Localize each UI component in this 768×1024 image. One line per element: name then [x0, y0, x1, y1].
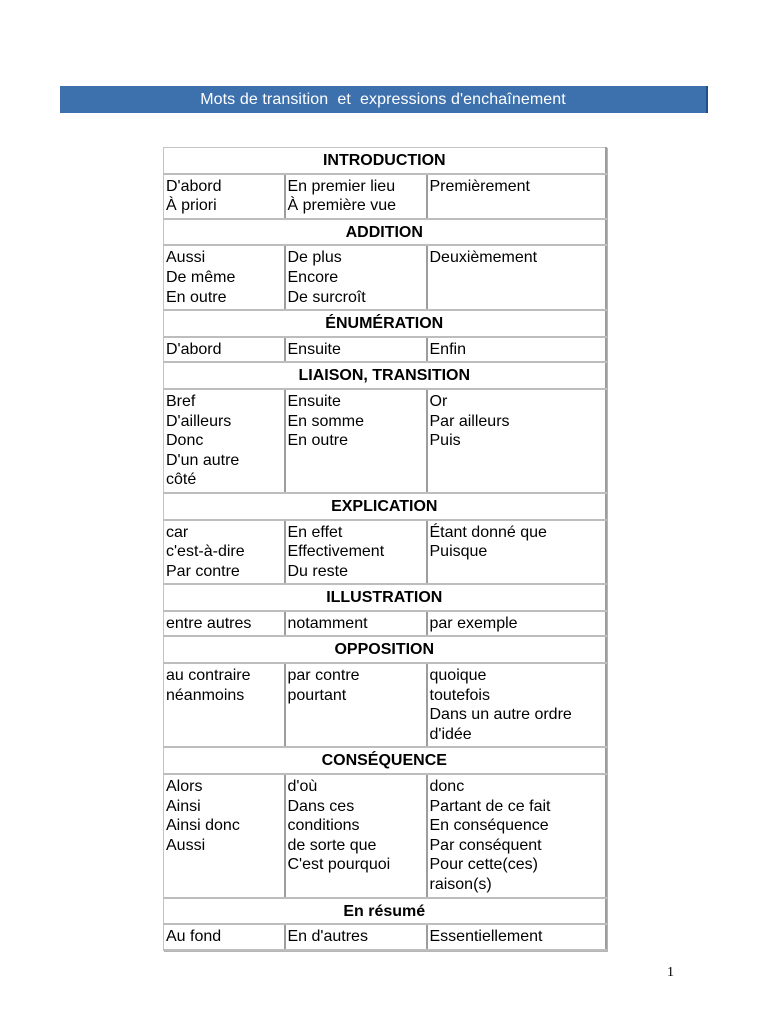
section-cell: [427, 245, 606, 310]
expression-text: Ensuite: [287, 392, 341, 410]
expression-text: Essentiellement: [429, 928, 543, 946]
table-body: [164, 148, 606, 950]
section-cell: [164, 663, 285, 747]
expression-text: Alors: [166, 778, 203, 796]
expression-text: Donc: [166, 432, 204, 450]
section-heading-row: [164, 898, 606, 925]
expression-text: par exemple: [429, 614, 518, 632]
page-title: Mots de transition et expressions d'enchaînement: [200, 90, 566, 108]
section-cell: [285, 337, 427, 363]
section-cell: [164, 774, 285, 898]
section-cell: [285, 520, 427, 585]
section-heading-row: [164, 747, 606, 774]
expression-text: Partant de ce fait: [429, 797, 551, 815]
expression-text: De surcroît: [287, 288, 366, 306]
expression-text: En outre: [287, 432, 348, 450]
section-cell: [164, 245, 285, 310]
expression-text: En effet: [287, 523, 343, 541]
section-cell: [427, 924, 606, 950]
expression-text: raison(s): [429, 876, 492, 893]
section-cell: [285, 611, 427, 637]
section-cell: [164, 520, 285, 585]
expression-text: côté: [166, 471, 197, 489]
section-content-row: [164, 174, 606, 219]
expression-text: Ainsi donc: [166, 817, 240, 835]
expression-text: néanmoins: [166, 686, 245, 704]
section-cell: [164, 611, 285, 637]
section-cell: [427, 520, 606, 585]
section-cell: [427, 174, 606, 219]
expression-text: Puisque: [429, 543, 488, 561]
section-cell: [164, 924, 285, 950]
expression-text: En d'autres: [287, 928, 368, 946]
transition-words-table: [163, 147, 607, 951]
expression-text: entre autres: [166, 614, 252, 632]
expression-text: Du reste: [287, 562, 348, 580]
expression-text: Ainsi: [166, 797, 201, 815]
section-cell: [285, 663, 427, 747]
section-cell: [164, 389, 285, 493]
expression-text: Effectivement: [287, 543, 385, 561]
section-heading: ILLUSTRATION: [164, 584, 606, 611]
section-heading-row: [164, 493, 606, 520]
section-content-row: [164, 924, 606, 950]
expression-text: car: [166, 523, 189, 541]
section-cell: [285, 774, 427, 898]
expression-text: au contraire: [166, 667, 251, 685]
expression-text: À première vue: [287, 197, 396, 215]
expression-text: Au fond: [166, 928, 222, 946]
expression-text: conditions: [287, 817, 360, 835]
page-number: 1: [667, 965, 674, 980]
section-heading: LIAISON, TRANSITION: [164, 362, 606, 389]
expression-text: notamment: [287, 614, 368, 632]
expression-text: d'idée: [429, 725, 472, 743]
expression-text: Aussi: [166, 249, 206, 267]
section-content-row: [164, 245, 606, 310]
expression-text: D'abord: [166, 177, 222, 195]
section-heading-row: [164, 362, 606, 389]
expression-text: de sorte que: [287, 836, 377, 854]
expression-text: Deuxièmement: [429, 249, 538, 267]
expression-text: c'est-à-dire: [166, 543, 245, 561]
section-cell: [427, 337, 606, 363]
expression-text: En conséquence: [429, 817, 549, 835]
section-cell: [427, 611, 606, 637]
expression-text: donc: [429, 778, 465, 796]
section-heading: INTRODUCTION: [164, 148, 606, 174]
section-cell: [427, 663, 606, 747]
transition-words-table-container: [163, 147, 605, 951]
expression-text: Étant donné que: [429, 523, 547, 541]
section-heading: EXPLICATION: [164, 493, 606, 520]
section-content-row: [164, 774, 606, 898]
expression-text: D'abord: [166, 340, 222, 358]
expression-text: Pour cette(ces): [429, 856, 538, 874]
expression-text: Aussi: [166, 836, 206, 854]
expression-text: Par conséquent: [429, 836, 542, 854]
section-content-row: [164, 520, 606, 585]
expression-text: Par contre: [166, 562, 240, 580]
section-cell: [427, 389, 606, 493]
section-heading: ÉNUMÉRATION: [164, 310, 606, 337]
section-cell: [164, 174, 285, 219]
section-cell: [285, 174, 427, 219]
expression-text: De même: [166, 268, 236, 286]
expression-text: Encore: [287, 268, 339, 286]
section-cell: [427, 774, 606, 898]
section-heading-row: [164, 584, 606, 611]
title-banner: [60, 86, 708, 113]
expression-text: À priori: [166, 197, 217, 215]
section-cell: [285, 924, 427, 950]
section-content-row: [164, 663, 606, 747]
section-content-row: [164, 337, 606, 363]
section-cell: [285, 245, 427, 310]
expression-text: En premier lieu: [287, 177, 396, 195]
expression-text: En somme: [287, 412, 364, 430]
section-heading-row: [164, 636, 606, 663]
section-heading-row: [164, 148, 606, 174]
section-heading-row: [164, 219, 606, 246]
expression-text: C'est pourquoi: [287, 856, 391, 874]
expression-text: Dans ces: [287, 797, 355, 815]
section-heading: ADDITION: [164, 219, 606, 246]
expression-text: D'ailleurs: [166, 412, 232, 430]
expression-text: D'un autre: [166, 451, 240, 469]
section-content-row: [164, 389, 606, 493]
expression-text: toutefois: [429, 686, 490, 704]
section-cell: [285, 389, 427, 493]
section-content-row: [164, 611, 606, 637]
section-heading: En résumé: [164, 898, 606, 925]
expression-text: Bref: [166, 392, 196, 410]
expression-text: Par ailleurs: [429, 412, 510, 430]
expression-text: d'où: [287, 778, 318, 796]
expression-text: Dans un autre ordre: [429, 706, 572, 724]
expression-text: pourtant: [287, 686, 347, 704]
expression-text: par contre: [287, 667, 360, 685]
expression-text: Puis: [429, 432, 461, 450]
section-cell: [164, 337, 285, 363]
expression-text: En outre: [166, 288, 227, 306]
section-heading: CONSÉQUENCE: [164, 747, 606, 774]
expression-text: Ensuite: [287, 340, 341, 358]
expression-text: Enfin: [429, 340, 466, 358]
expression-text: Or: [429, 392, 448, 410]
expression-text: quoique: [429, 667, 487, 685]
expression-text: De plus: [287, 249, 342, 267]
expression-text: Premièrement: [429, 177, 530, 195]
section-heading-row: [164, 310, 606, 337]
section-heading: OPPOSITION: [164, 636, 606, 663]
